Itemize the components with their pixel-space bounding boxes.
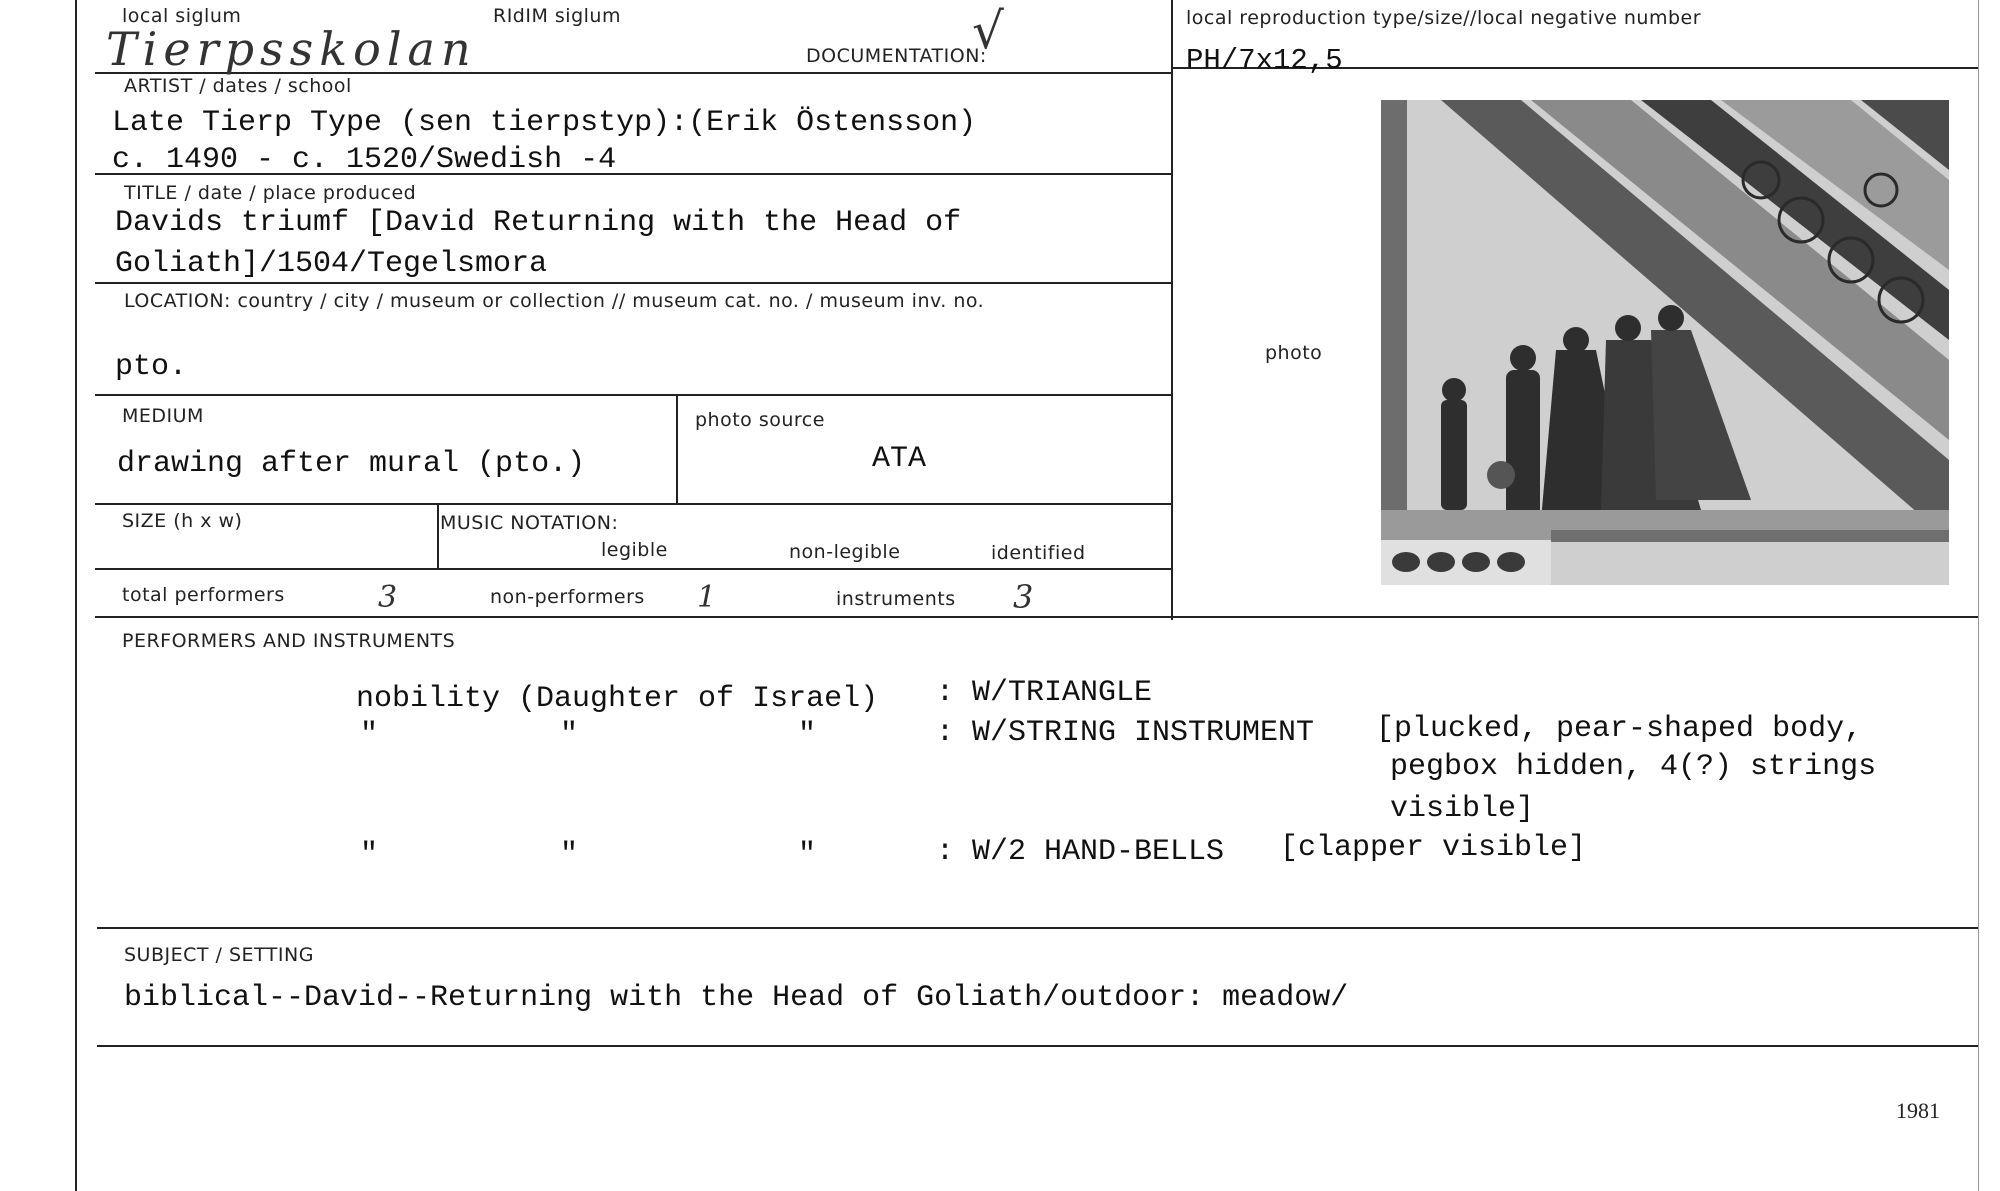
rule-size [95,568,1171,570]
card-left-border [75,0,77,1191]
artist-line2: c. 1490 - c. 1520/Swedish -4 [112,143,617,177]
rule-subject [97,1045,1978,1047]
rule-counts [95,616,1978,618]
instruments-value: 3 [1013,578,1034,616]
performer-2-note-2: pegbox hidden, 4(?) strings [1390,750,1877,784]
title-label: TITLE / date / place produced [124,182,417,204]
rule-title [95,282,1171,284]
card-right-edge [1978,0,1979,1191]
reproduction-label: local reproduction type/size//local negative number [1186,7,1702,29]
reproduction-value: PH/7x12,5 [1186,44,1343,77]
subject-label: SUBJECT / SETTING [124,944,314,966]
artist-label: ARTIST / dates / school [124,75,352,97]
performer-1-instrument: : W/TRIANGLE [936,676,1153,710]
title-line1: Davids triumf [David Returning with the Head of [115,206,962,240]
music-notation-identified: identified [991,542,1086,564]
medium-value: drawing after mural (pto.) [117,447,586,481]
performer-1-subject: nobility (Daughter of Israel) [356,682,879,716]
performer-2-note-3: visible] [1390,792,1535,826]
mural-photo [1381,100,1949,608]
performer-3-ditto-b: " [560,838,579,872]
instruments-label: instruments [836,588,956,610]
rule-medium-divider [676,394,678,504]
total-performers-value: 3 [378,580,398,615]
music-notation-label: MUSIC NOTATION: [440,512,619,534]
photo-source-label: photo source [695,409,825,431]
subject-value: biblical--David--Returning with the Head of Goliath/outdoor: meadow/ [124,981,1349,1015]
performer-2-ditto-a: " [360,718,379,752]
performer-3-note: [clapper visible] [1280,831,1587,865]
size-label: SIZE (h x w) [122,510,243,532]
medium-label: MEDIUM [122,405,204,427]
rule-medium [95,503,1171,505]
photo-source-value: ATA [872,442,927,476]
total-performers-label: total performers [122,584,285,606]
rule-size-divider [437,503,439,569]
performer-3-ditto-c: " [798,838,817,872]
ridim-siglum-label: RIdIM siglum [493,5,621,27]
documentation-checkmark: √ [972,2,1004,60]
photo-label: photo [1265,342,1323,364]
rule-location [95,394,1171,396]
location-label: LOCATION: country / city / museum or collection // museum cat. no. / museum inv. no. [124,290,985,312]
performer-2-ditto-c: " [798,718,817,752]
non-performers-value: 1 [697,580,717,615]
location-value: pto. [115,350,188,384]
performer-2-note-1: [plucked, pear-shaped body, [1376,712,1863,746]
music-notation-legible: legible [601,539,668,561]
artist-line1: Late Tierp Type (sen tierpstyp):(Erik Östensson) [112,106,977,140]
title-line2: Goliath]/1504/Tegelsmora [115,247,548,281]
performer-3-instrument: : W/2 HAND-BELLS [936,835,1225,869]
performer-2-instrument: : W/STRING INSTRUMENT [936,716,1315,750]
rule-performers [97,927,1978,929]
divider-left-right [1171,0,1173,620]
local-siglum-value: Tierpsskolan [106,22,477,76]
performers-label: PERFORMERS AND INSTRUMENTS [122,630,456,652]
card-year: 1981 [1896,1098,1940,1123]
music-notation-non-legible: non-legible [789,541,901,563]
documentation-label: DOCUMENTATION: [806,45,987,67]
performer-2-ditto-b: " [560,718,579,752]
local-siglum-label: local siglum [122,5,242,27]
non-performers-label: non-performers [490,586,645,608]
performer-3-ditto-a: " [360,838,379,872]
